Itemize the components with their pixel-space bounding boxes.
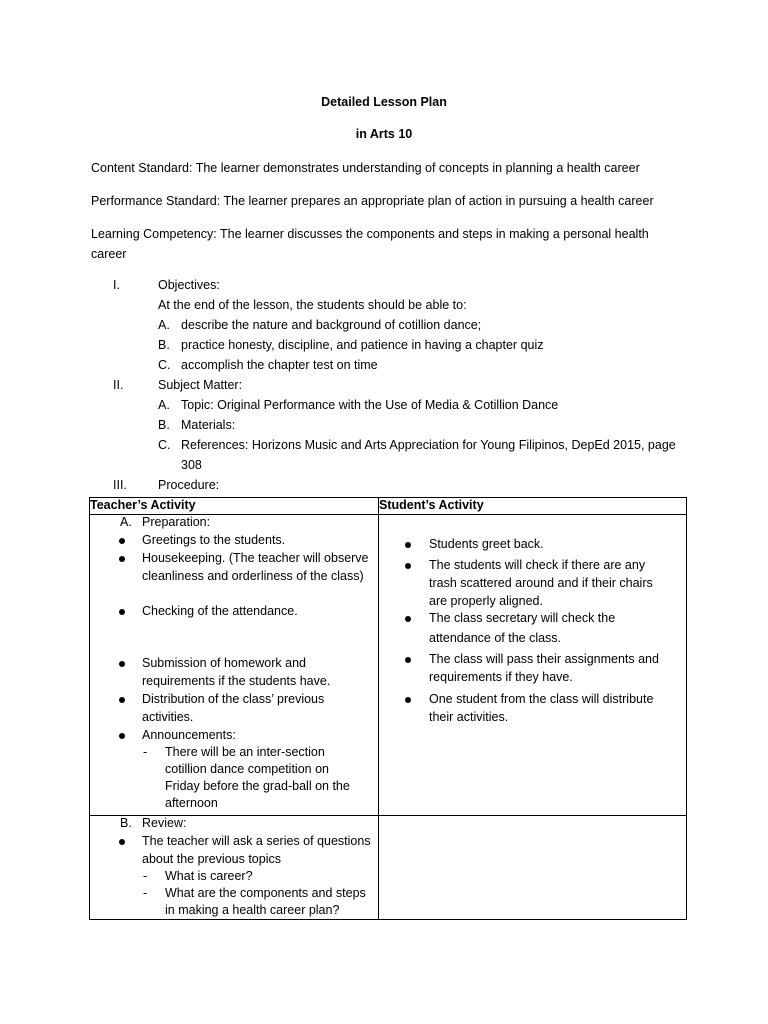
dash-marker: - (143, 869, 148, 883)
list-item-continued: trash scattered around and if their chairs (429, 576, 653, 590)
section-title-procedure: Procedure: (158, 478, 220, 492)
list-item: Greetings to the students. (142, 533, 286, 547)
objective-letter: A. (158, 318, 170, 332)
subject-letter: B. (158, 418, 170, 432)
objective-item: practice honesty, discipline, and patience in having a chapter quiz (181, 338, 544, 352)
subject-letter: A. (158, 398, 170, 412)
learning-competency: Learning Competency: The learner discusses the components and steps in making a personal health career (91, 227, 649, 261)
list-item: The class will pass their assignments and (429, 652, 659, 666)
bullet-icon (405, 563, 411, 569)
section-numeral-subject: II. (113, 378, 124, 392)
list-item-continued: activities. (142, 710, 194, 724)
preparation-letter: A. (120, 515, 132, 529)
teacher-activity-header: Teacher’s Activity (90, 498, 379, 515)
section-title-subject: Subject Matter: (158, 378, 243, 392)
table-header-row (90, 498, 687, 515)
bullet-icon (119, 538, 125, 544)
list-item: Announcements: (142, 728, 236, 742)
activity-table (89, 497, 687, 920)
subject-item: Materials: (181, 418, 236, 432)
objective-item: describe the nature and background of cotillion dance; (181, 318, 482, 332)
list-item: The class secretary will check the (429, 611, 616, 625)
list-item: Distribution of the class’ previous (142, 692, 325, 706)
preparation-title: Preparation: (142, 515, 211, 529)
list-item: Students greet back. (429, 537, 544, 551)
bullet-icon (405, 697, 411, 703)
section-numeral-objectives: I. (113, 278, 120, 292)
review-question: What are the components and steps (165, 886, 366, 900)
subject-item: References: Horizons Music and Arts Appreciation for Young Filipinos, DepEd 2015, page (181, 438, 676, 452)
bullet-icon (119, 697, 125, 703)
list-item: Checking of the attendance. (142, 604, 298, 618)
subject-item-continued: 308 (181, 458, 202, 472)
student-review-cell (379, 816, 687, 920)
review-question-continued: in making a health career plan? (165, 903, 340, 917)
list-item: The students will check if there are any (429, 558, 646, 572)
announcement-line: There will be an inter-section (165, 745, 325, 759)
bullet-icon (119, 661, 125, 667)
table-row-preparation (90, 515, 687, 816)
subject-item: Topic: Original Performance with the Use of Media & Cotillion Dance (181, 398, 559, 412)
announcement-line: Friday before the grad-ball on the (165, 779, 350, 793)
teacher-preparation-cell (90, 515, 379, 816)
bullet-icon (119, 733, 125, 739)
bullet-icon (405, 616, 411, 622)
performance-standard: Performance Standard: The learner prepares an appropriate plan of action in pursuing a health career (91, 194, 654, 208)
dash-marker: - (143, 745, 148, 759)
objective-item: accomplish the chapter test on time (181, 358, 378, 372)
announcement-line: afternoon (165, 796, 218, 810)
content-standard: Content Standard: The learner demonstrates understanding of concepts in planning a health career (91, 161, 640, 175)
list-item-continued: cleanliness and orderliness of the class) (142, 569, 364, 583)
list-item-continued: are properly aligned. (429, 594, 543, 608)
announcement-line: cotillion dance competition on (165, 762, 329, 776)
list-item: Submission of homework and (142, 656, 306, 670)
objective-letter: C. (158, 358, 171, 372)
bullet-icon (405, 542, 411, 548)
section-title-objectives: Objectives: (158, 278, 220, 292)
review-title: Review: (142, 816, 187, 830)
list-item-continued: requirements if the students have. (142, 674, 331, 688)
document-title: Detailed Lesson Plan (321, 95, 447, 109)
dash-marker: - (143, 886, 148, 900)
list-item-continued: about the previous topics (142, 852, 281, 866)
bullet-icon (405, 657, 411, 663)
list-item: One student from the class will distribute (429, 692, 654, 706)
list-item-continued: attendance of the class. (429, 631, 562, 645)
bullet-icon (119, 556, 125, 562)
document-subtitle: in Arts 10 (355, 127, 413, 141)
review-letter: B. (120, 816, 132, 830)
list-item: The teacher will ask a series of questions (142, 834, 371, 848)
subject-letter: C. (158, 438, 171, 452)
student-activity-header: Student’s Activity (379, 498, 687, 515)
teacher-review-cell (90, 816, 379, 920)
bullet-icon (119, 609, 125, 615)
review-question: What is career? (165, 869, 253, 883)
list-item-continued: their activities. (429, 710, 509, 724)
objective-letter: B. (158, 338, 170, 352)
section-numeral-procedure: III. (113, 478, 127, 492)
list-item-continued: requirements if they have. (429, 670, 573, 684)
table-row-review (90, 816, 687, 920)
student-preparation-cell (379, 515, 687, 816)
objectives-intro: At the end of the lesson, the students should be able to: (158, 298, 467, 312)
list-item: Housekeeping. (The teacher will observe (142, 551, 369, 565)
bullet-icon (119, 839, 125, 845)
